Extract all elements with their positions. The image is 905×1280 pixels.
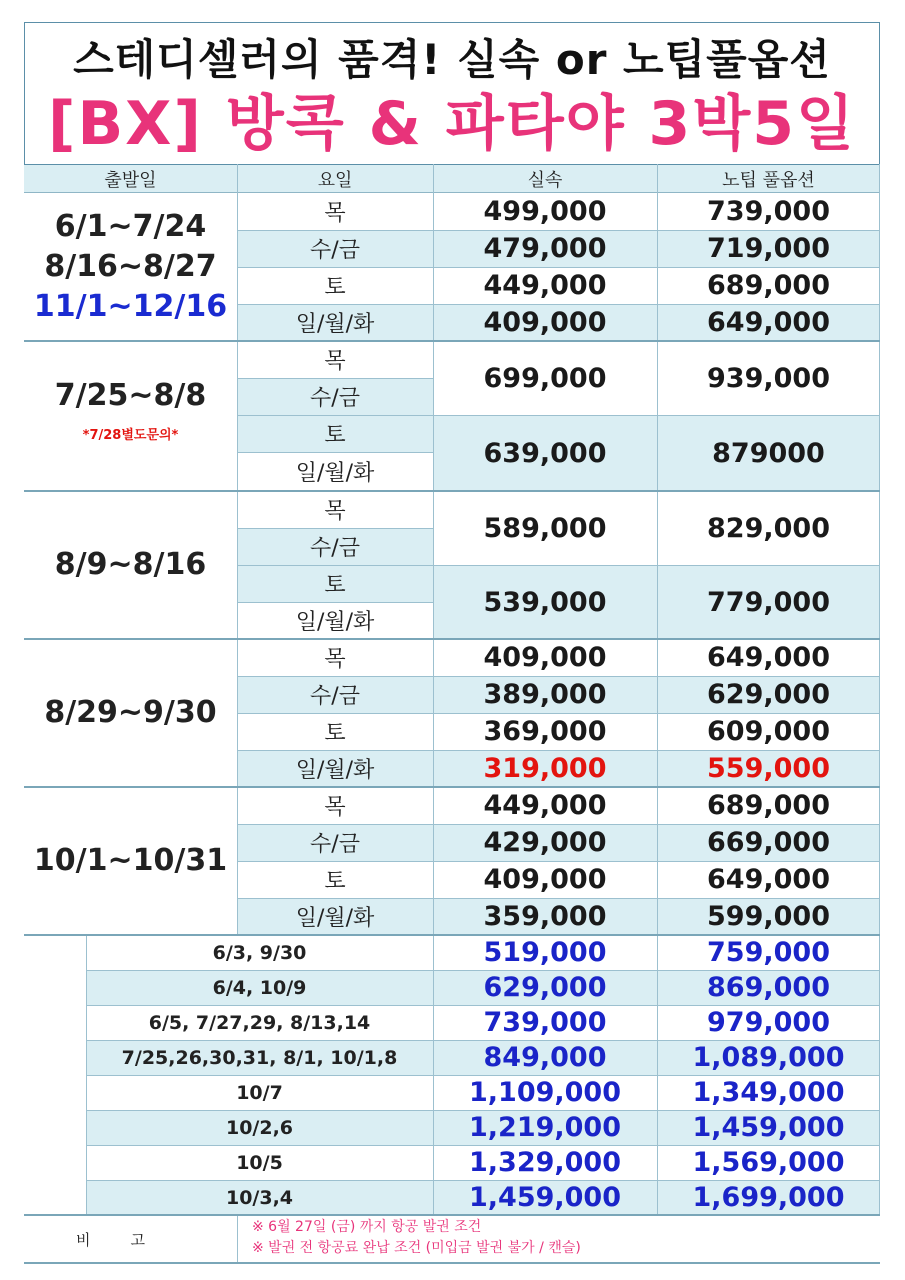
special-date: 10/7 — [236, 1081, 283, 1104]
price-premium: 689,000 — [707, 270, 830, 301]
table-row-day: 수/금 — [237, 378, 433, 415]
table-row-day: 일/월/화 — [295, 461, 375, 486]
special-price-basic: 1,459,000 — [433, 1180, 657, 1215]
special-price-premium: 1,699,000 — [657, 1180, 880, 1215]
special-price-premium: 759,000 — [707, 937, 830, 968]
price-basic: 479,000 — [433, 230, 657, 267]
group3-date-1: 8/9~8/16 — [54, 547, 207, 582]
group4-date-1: 8/29~9/30 — [44, 695, 217, 730]
price-basic: 639,000 — [433, 415, 657, 491]
page-subtitle: [BX] 방콕 & 파타야 3박5일 — [48, 89, 856, 159]
divider — [86, 1075, 880, 1076]
price-premium: 629,000 — [657, 676, 880, 713]
divider — [86, 1145, 880, 1146]
divider — [237, 676, 880, 677]
divider — [237, 565, 880, 566]
special-price-premium: 1,349,000 — [692, 1077, 845, 1108]
special-price-basic: 1,219,000 — [433, 1110, 657, 1145]
divider — [237, 1215, 238, 1263]
price-basic: 499,000 — [483, 196, 607, 227]
price-basic: 369,000 — [483, 716, 607, 747]
divider — [433, 164, 434, 1215]
price-premium: 609,000 — [707, 716, 830, 747]
special-price-basic: 1,109,000 — [468, 1077, 622, 1108]
price-premium: 649,000 — [707, 642, 830, 673]
table-row-day: 일/월/화 — [237, 898, 433, 935]
col-header-basic: 실속 — [433, 164, 657, 193]
table-row-day: 목 — [324, 499, 346, 524]
group2-dates — [24, 341, 237, 491]
divider — [237, 415, 880, 416]
divider — [24, 1262, 880, 1264]
table-row-day: 목 — [324, 647, 346, 672]
price-premium: 599,000 — [657, 898, 880, 935]
special-price-basic: 849,000 — [433, 1040, 657, 1075]
table-row-day: 목 — [324, 795, 346, 820]
price-premium: 939,000 — [707, 362, 830, 394]
group2-date-1: 7/25~8/8 — [54, 378, 207, 413]
special-date: 6/3, 9/30 — [212, 941, 307, 964]
price-basic: 699,000 — [483, 362, 607, 394]
price-premium: 689,000 — [707, 790, 830, 821]
table-row-day: 토 — [237, 415, 433, 452]
table-row-day: 수/금 — [237, 230, 433, 267]
price-premium: 669,000 — [657, 824, 880, 861]
group1-dates — [24, 193, 237, 341]
divider — [879, 164, 880, 1215]
price-premium: 779,000 — [657, 565, 880, 639]
table-row-day: 토 — [324, 869, 346, 894]
table-row-day: 토 — [237, 565, 433, 602]
divider — [24, 786, 880, 788]
group1-date-3: 11/1~12/16 — [33, 289, 228, 324]
divider — [86, 1110, 880, 1111]
price-premium-lowest: 559,000 — [657, 750, 880, 787]
price-premium: 719,000 — [657, 230, 880, 267]
col-header-premium: 노팁 풀옵션 — [657, 164, 880, 193]
group2-note: *7/28별도문의* — [82, 428, 179, 443]
remarks-label: 비고 — [76, 1230, 185, 1249]
special-price-basic: 739,000 — [483, 1007, 607, 1038]
group1-date-2: 8/16~8/27 — [44, 249, 217, 284]
special-price-basic: 1,329,000 — [468, 1147, 622, 1178]
special-price-basic: 629,000 — [433, 970, 657, 1005]
special-price-premium: 1,569,000 — [692, 1147, 845, 1178]
special-price-premium: 1,089,000 — [657, 1040, 880, 1075]
divider — [237, 528, 433, 529]
price-premium: 649,000 — [657, 304, 880, 341]
special-price-premium: 979,000 — [707, 1007, 830, 1038]
table-row-day: 일/월/화 — [295, 610, 375, 635]
price-premium: 739,000 — [707, 196, 830, 227]
price-premium: 879000 — [657, 415, 880, 491]
divider — [24, 490, 880, 492]
special-price-premium: 1,459,000 — [657, 1110, 880, 1145]
divider — [237, 861, 880, 862]
price-basic: 409,000 — [433, 304, 657, 341]
col-header-weekday: 요일 — [237, 164, 433, 193]
table-row-day: 목 — [324, 349, 346, 374]
divider — [237, 602, 433, 603]
frame-top-border — [24, 22, 880, 23]
price-basic-lowest: 319,000 — [433, 750, 657, 787]
group5-date-1: 10/1~10/31 — [33, 843, 228, 878]
price-basic: 449,000 — [483, 790, 607, 821]
special-date: 10/2,6 — [86, 1110, 433, 1145]
divider — [237, 230, 880, 231]
price-basic: 449,000 — [483, 270, 607, 301]
special-price-basic: 519,000 — [483, 937, 607, 968]
group5-dates — [24, 787, 237, 935]
remarks-line-2: ※ 발권 전 항공료 완납 조건 (미입금 발권 불가 / 캔슬) — [252, 1240, 581, 1256]
table-row-day: 수/금 — [237, 824, 433, 861]
price-basic: 409,000 — [483, 642, 607, 673]
special-date: 6/5, 7/27,29, 8/13,14 — [148, 1011, 371, 1034]
divider — [237, 750, 880, 751]
special-date: 10/3,4 — [86, 1180, 433, 1215]
divider — [237, 452, 433, 453]
divider — [86, 1005, 880, 1006]
table-row-day: 수/금 — [237, 528, 433, 565]
divider — [24, 1214, 880, 1216]
col-header-departure: 출발일 — [24, 164, 237, 193]
divider — [237, 164, 238, 935]
special-date: 10/5 — [236, 1151, 283, 1174]
price-basic: 589,000 — [483, 512, 607, 544]
table-row-day: 목 — [324, 201, 346, 226]
group1-date-1: 6/1~7/24 — [54, 209, 207, 244]
table-row-day: 토 — [324, 721, 346, 746]
divider — [237, 898, 880, 899]
table-row-day: 일/월/화 — [237, 304, 433, 341]
price-basic: 409,000 — [483, 864, 607, 895]
table-row-day: 토 — [324, 275, 346, 300]
remarks-text — [252, 1217, 872, 1259]
divider — [86, 1180, 880, 1181]
divider — [237, 378, 433, 379]
divider — [237, 304, 880, 305]
group4-dates — [24, 639, 237, 787]
divider — [237, 267, 880, 268]
special-date: 6/4, 10/9 — [86, 970, 433, 1005]
divider — [24, 934, 880, 936]
divider — [237, 824, 880, 825]
price-basic: 539,000 — [433, 565, 657, 639]
table-row-day: 일/월/화 — [237, 750, 433, 787]
divider — [24, 340, 880, 342]
divider — [237, 713, 880, 714]
price-premium: 649,000 — [707, 864, 830, 895]
remarks-line-1: ※ 6월 27일 (금) 까지 항공 발권 조건 — [252, 1219, 482, 1235]
special-date: 7/25,26,30,31, 8/1, 10/1,8 — [86, 1040, 433, 1075]
price-premium: 829,000 — [707, 512, 830, 544]
page-title: 스테디셀러의 품격! 실속 or 노팁풀옵션 — [73, 35, 831, 84]
price-basic: 429,000 — [433, 824, 657, 861]
price-basic: 389,000 — [433, 676, 657, 713]
divider — [86, 970, 880, 971]
group3-dates — [24, 491, 237, 639]
price-basic: 359,000 — [433, 898, 657, 935]
divider — [657, 164, 658, 1215]
divider — [24, 638, 880, 640]
special-price-premium: 869,000 — [657, 970, 880, 1005]
divider — [86, 1040, 880, 1041]
table-row-day: 수/금 — [237, 676, 433, 713]
